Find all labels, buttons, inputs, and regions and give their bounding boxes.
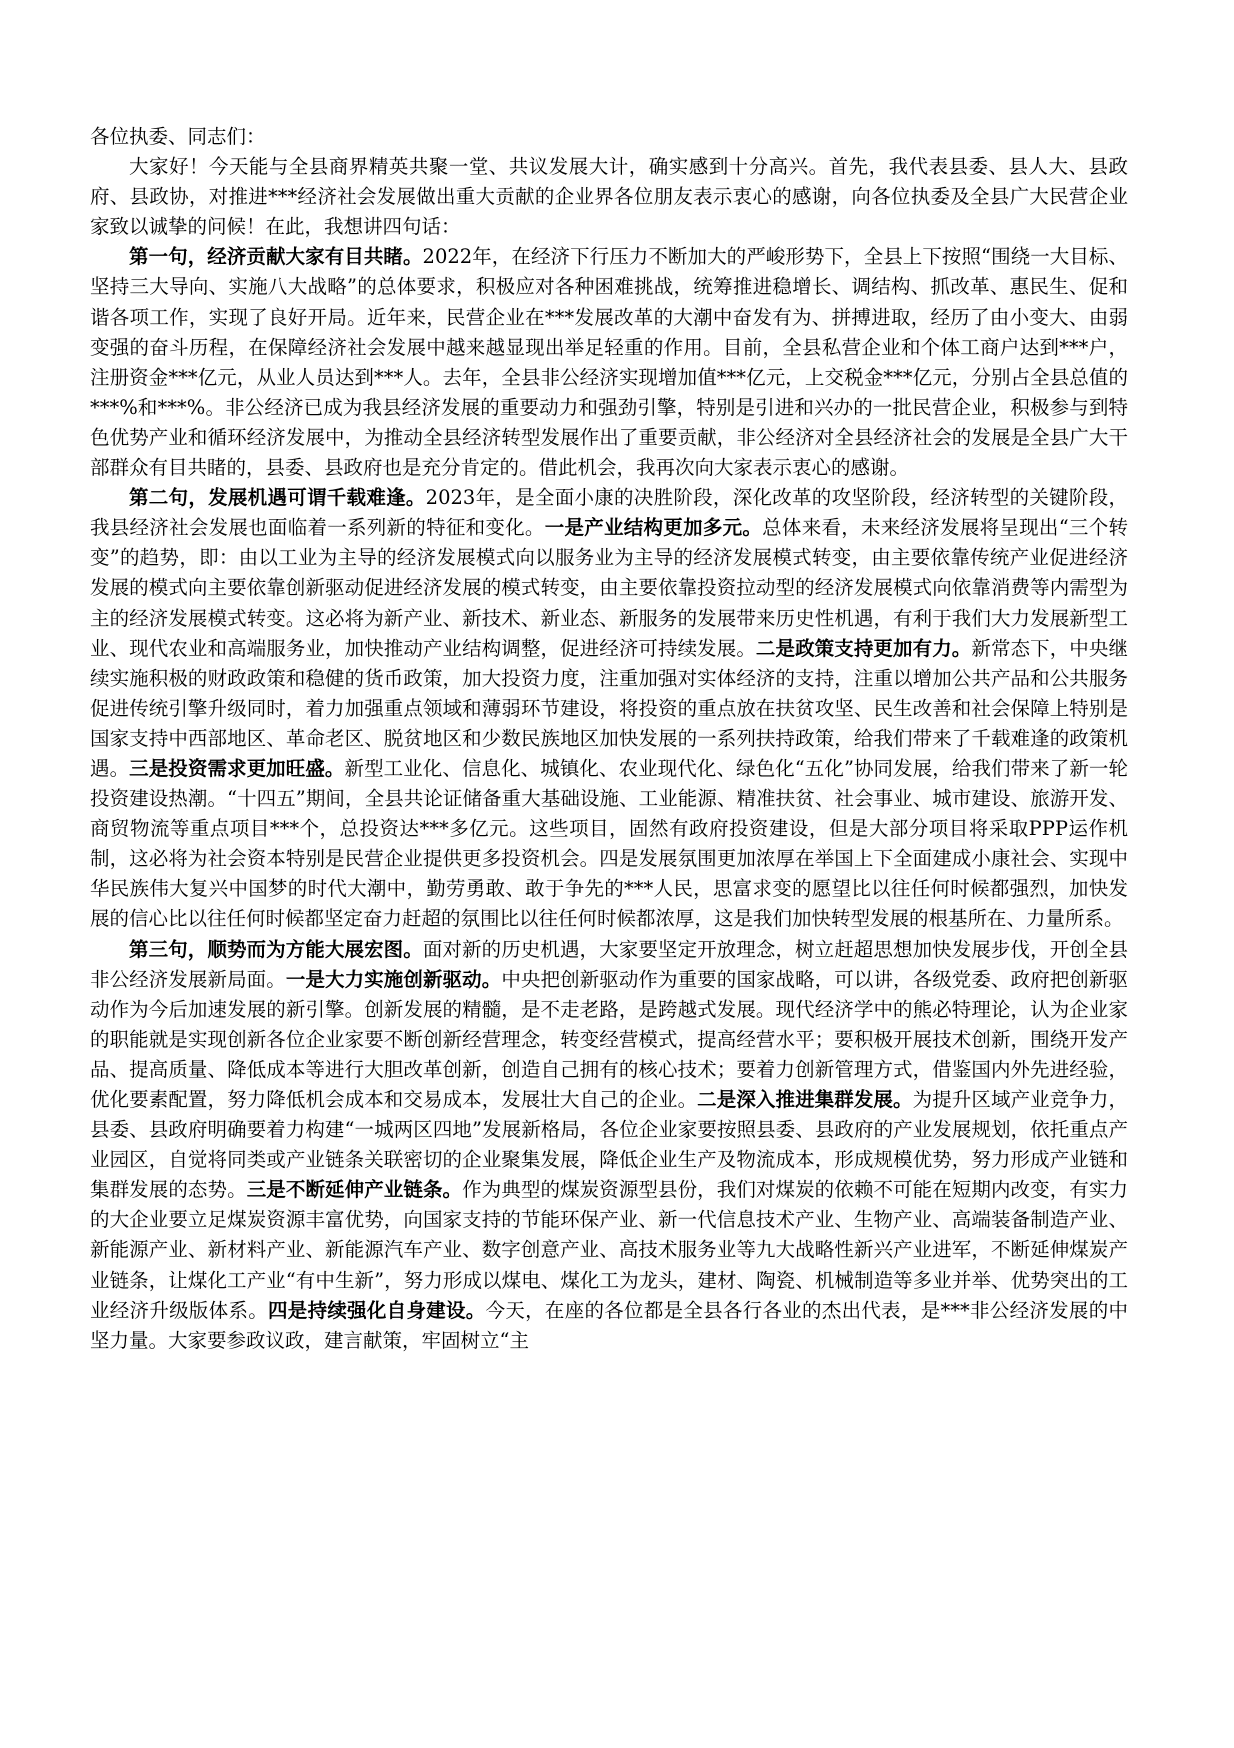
paragraph-heading: 第三句，顺势而为方能大展宏图。 [129,937,423,961]
paragraph-text: 作为典型的煤炭资源型县份，我们对煤炭的依赖不可能在短期内改变，有实力的大企业要立足煤炭资源丰富优势，向国家支持的节能环保产业、新一代信息技术产业、生物产业、高端装备制造产业、新能源产业、新材料产业、新能源汽车产业、数字创意产业、高技术服务业等九大战略性新兴产业进军，不断延伸煤炭产业链条，让煤化工产业“有中生新”，努力形成以煤电、煤化工为龙头，建材、陶瓷、机械制造等多业并举、优势突出的工业经济升级版体系。 [90,1178,1128,1322]
paragraph-text: 总体来看，未来经济发展将呈现出“三个转变”的趋势，即：由以工业为主导的经济发展模式向以服务业为主导的经济发展模式转变，由主要依靠传统产业促进经济发展的模式向主要依靠创新驱动促进经济发展的模式转变，由主要依靠投资拉动型的经济发展模式向依靠消费等内需型为主的经济发展模式转变。这必将为新产业、新技术、新业态、新服务的发展带来历史性机遇，有利于我们大力发展新型工业、现代农业和高端服务业，加快推动产业结构调整，促进经济可持续发展。 [90,516,1128,660]
paragraph-text: 为提升区域产业竞争力，县委、县政府明确要着力构建“一城两区四地”发展新格局，各位企业家要按照县委、县政府的产业发展规划，依托重点产业园区，自觉将同类或产业链条关联密切的企业聚集发展，降低企业生产及物流成本，形成规模优势，努力形成产业链和集群发展的态势。 [90,1088,1128,1202]
point-heading: 四是持续强化自身建设。 [268,1298,486,1322]
paragraph-heading: 第一句，经济贡献大家有目共睹。 [129,245,423,269]
paragraph-text: 大家好！今天能与全县商界精英共聚一堂、共议发展大计，确实感到十分高兴。首先，我代表县委、县人大、县政府、县政协，对推进***经济社会发展做出重大贡献的企业界各位朋友表示衷心的感谢，向各位执委及全县广大民营企业家致以诚挚的问候！在此，我想讲四句话： [90,155,1128,239]
paragraph-heading: 第二句，发展机遇可谓千载难逢。 [129,486,426,510]
paragraph-text: 面对新的历史机遇，大家要坚定开放理念，树立赶超思想加快发展步伐，开创全县非公经济发展新局面。 [90,937,1128,991]
paragraph-third-sentence [90,935,1128,1356]
paragraph-text: 新型工业化、信息化、城镇化、农业现代化、绿色化“五化”协同发展，给我们带来了新一轮投资建设热潮。“十四五”期间，全县共论证储备重大基础设施、工业能源、精准扶贫、社会事业、城市建设、旅游开发、商贸物流等重点项目***个，总投资达***多亿元。这些项目，固然有政府投资建设，但是大部分项目将采取PPP运作机制，这必将为社会资本特别是民营企业提供更多投资机会。四是发展氛围更加浓厚在举国上下全面建成小康社会、实现中华民族伟大复兴中国梦的时代大潮中，勤劳勇敢、敢于争先的***人民，思富求变的愿望比以往任何时候都强烈，加快发展的信心比以往任何时候都坚定奋力赶超的氛围比以往任何时候都浓厚，这是我们加快转型发展的根基所在、力量所系。 [90,756,1128,931]
paragraph-text: 2023年，是全面小康的决胜阶段，深化改革的攻坚阶段，经济转型的关键阶段，我县经济社会发展也面临着一系列新的特征和变化。 [90,486,1128,540]
paragraph-text: 今天，在座的各位都是全县各行各业的杰出代表，是***非公经济发展的中坚力量。大家要参政议政，建言献策，牢固树立“主 [90,1298,1128,1352]
paragraph-text: 新常态下，中央继续实施积极的财政政策和稳健的货币政策，加大投资力度，注重加强对实体经济的支持，注重以增加公共产品和公共服务促进传统引擎升级同时，着力加强重点领域和薄弱环节建设，将投资的重点放在扶贫攻坚、民生改善和社会保障上特别是国家支持中西部地区、革命老区、脱贫地区和少数民族地区加快发展的一系列扶持政策，给我们带来了千载难逢的政策机遇。 [90,636,1128,780]
point-heading: 二是深入推进集群发展。 [697,1088,913,1111]
point-heading: 一是产业结构更加多元。 [544,516,763,540]
point-heading: 一是大力实施创新驱动。 [285,967,502,991]
speech-body [90,122,1128,1356]
point-heading: 三是投资需求更加旺盛。 [129,756,345,780]
paragraph-first-sentence [90,242,1128,483]
paragraph-text: 2022年，在经济下行压力不断加大的严峻形势下，全县上下按照“围绕一大目标、坚持三大导向、实施八大战略”的总体要求，积极应对各种困难挑战，统筹推进稳增长、调结构、抓改革、惠民生、促和谐各项工作，实现了良好开局。近年来，民营企业在***发展改革的大潮中奋发有为、拼搏进取，经历了由小变大、由弱变强的奋斗历程，在保障经济社会发展中越来越显现出举足轻重的作用。目前，全县私营企业和个体工商户达到***户，注册资金***亿元，从业人员达到***人。去年，全县非公经济实现增加值***亿元，上交税金***亿元，分别占全县总值的***%和***%。非公经济已成为我县经济发展的重要动力和强劲引擎，特别是引进和兴办的一批民营企业，积极参与到特色优势产业和循环经济发展中，为推动全县经济转型发展作出了重要贡献，非公经济对全县经济社会的发展是全县广大干部群众有目共睹的，县委、县政府也是充分肯定的。借此机会，我再次向大家表示衷心的感谢。 [90,245,1128,480]
paragraph-second-sentence [90,483,1128,934]
paragraph-text: 中央把创新驱动作为重要的国家战略，可以讲，各级党委、政府把创新驱动作为今后加速发展的新引擎。创新发展的精髓，是不走老路，是跨越式发展。现代经济学中的熊必特理论，认为企业家的职能就是实现创新各位企业家要不断创新经营理念，转变经营模式，提高经营水平；要积极开展技术创新，围绕开发产品、提高质量、降低成本等进行大胆改革创新，创造自己拥有的核心技术；要着力创新管理方式，借鉴国内外先进经验，优化要素配置，努力降低机会成本和交易成本，发展壮大自己的企业。 [90,967,1128,1111]
point-heading: 二是政策支持更加有力。 [755,636,972,660]
paragraph-opening [90,152,1128,242]
greeting-line: 各位执委、同志们： [90,125,266,148]
point-heading: 三是不断延伸产业链条。 [246,1178,463,1202]
